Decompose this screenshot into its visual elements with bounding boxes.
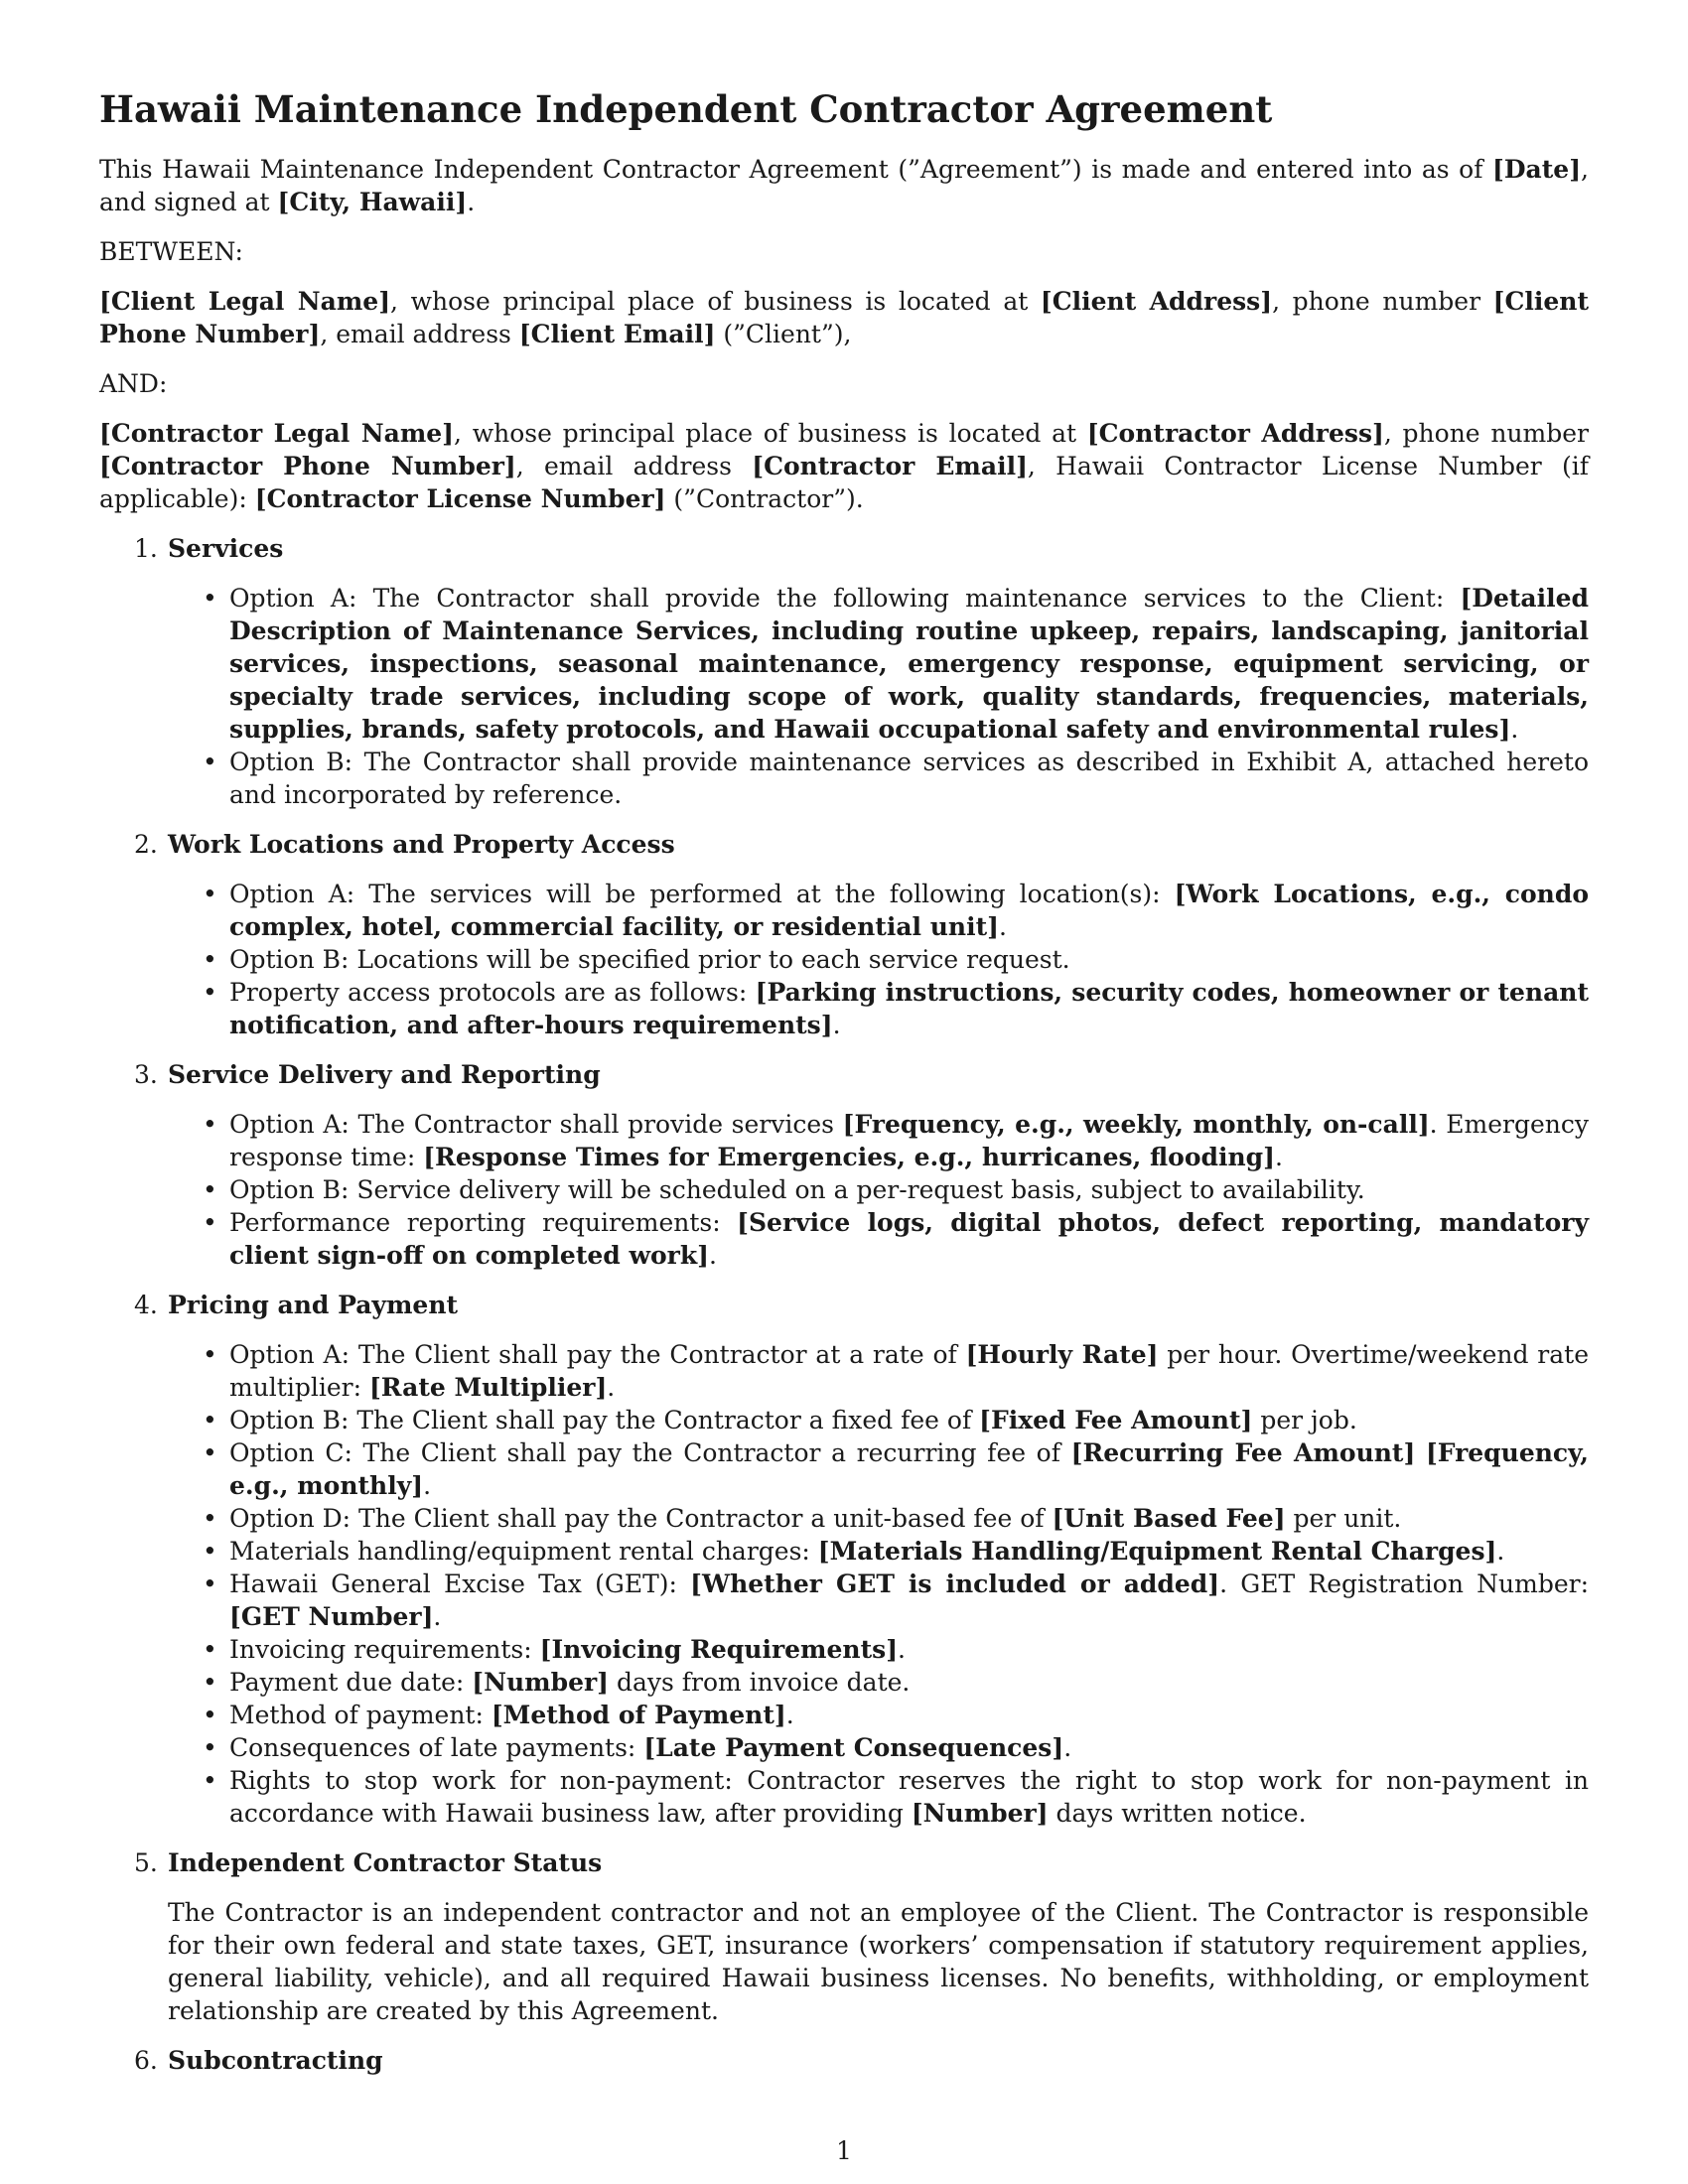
placeholder-field: [Frequency, e.g., monthly] [229, 1438, 1589, 1500]
bullet-text: . Emergency response time: [229, 1110, 1590, 1171]
section-title: Service Delivery and Reporting [168, 1060, 601, 1089]
bullet-list [168, 1338, 1589, 1830]
section-number: 5. [134, 1848, 158, 1877]
bullet-icon: • [203, 1175, 217, 1204]
bullet-list [168, 878, 1589, 1041]
client-text: , whose principal place of business is located at [390, 287, 1041, 316]
bullet-icon: • [203, 1635, 217, 1664]
bullet-item [168, 943, 1589, 976]
bullet-text: days written notice. [1048, 1799, 1307, 1828]
bullet-text: Rights to stop work for non-payment: Contractor reserves the right to stop work for non-payment in accordance with Hawaii business law, after providing [229, 1766, 1589, 1828]
contractor-phone-placeholder: [Contractor Phone Number] [99, 452, 516, 480]
bullet-text: per job. [1252, 1406, 1357, 1434]
document-title: Hawaii Maintenance Independent Contractor Agreement [99, 87, 1273, 131]
bullet-icon: • [203, 1570, 217, 1598]
placeholder-field: [Whether GET is included or added] [690, 1570, 1220, 1598]
bullet-item [168, 1338, 1589, 1404]
contractor-text: , whose principal place of business is located at [454, 419, 1087, 448]
placeholder-field: [Parking instructions, security codes, homeowner or tenant notification, and after-hours requirements] [229, 978, 1589, 1039]
section-number: 6. [134, 2046, 158, 2075]
section-2 [99, 828, 1589, 1041]
contractor-address-placeholder: [Contractor Address] [1086, 419, 1384, 448]
bullet-icon: • [203, 1504, 217, 1533]
bullet-text: per unit. [1285, 1504, 1402, 1533]
placeholder-field: [Fixed Fee Amount] [979, 1406, 1253, 1434]
bullet-text: Option A: The Client shall pay the Contractor at a rate of [229, 1340, 966, 1369]
bullet-icon: • [203, 1438, 217, 1467]
bullet-item [168, 1436, 1589, 1502]
section-1 [99, 532, 1589, 811]
bullet-item [168, 1108, 1589, 1173]
bullet-item [168, 1633, 1589, 1666]
section-3 [99, 1058, 1589, 1272]
bullet-item [168, 1173, 1589, 1206]
and-label: AND: [99, 369, 168, 398]
bullet-text: . GET Registration Number: [1219, 1570, 1589, 1598]
placeholder-field: [Rate Multiplier] [368, 1373, 608, 1402]
bullet-text: Hawaii General Excise Tax (GET): [229, 1570, 691, 1598]
client-phone-placeholder: [Client Phone Number] [99, 287, 1590, 348]
placeholder-field: [Invoicing Requirements] [539, 1635, 899, 1664]
section-title: Services [168, 534, 284, 563]
bullet-item [168, 746, 1589, 811]
contractor-text: , email address [515, 452, 753, 480]
section-4 [99, 1289, 1589, 1830]
bullet-icon: • [203, 1340, 217, 1369]
section-number: 1. [134, 534, 158, 563]
contractor-name-placeholder: [Contractor Legal Name] [99, 419, 455, 448]
bullet-text: . [1496, 1537, 1505, 1566]
bullet-text: Materials handling/equipment rental charges: [229, 1537, 818, 1566]
bullet-icon: • [203, 748, 217, 776]
placeholder-field: [Service logs, digital photos, defect reporting, mandatory client sign-off on completed work] [229, 1208, 1589, 1270]
bullet-text: Option A: The services will be performed at the following location(s): [229, 880, 1175, 908]
bullet-icon: • [203, 978, 217, 1007]
section-number: 2. [134, 830, 158, 859]
bullet-text: days from invoice date. [609, 1668, 911, 1697]
bullet-item [168, 582, 1589, 746]
bullet-item [168, 1404, 1589, 1436]
bullet-text: . [998, 912, 1007, 941]
placeholder-field: [Number] [472, 1668, 609, 1697]
bullet-text: Option B: The Client shall pay the Contractor a fixed fee of [229, 1406, 980, 1434]
bullet-list [168, 582, 1589, 811]
intro-text: This Hawaii Maintenance Independent Contractor Agreement (”Agreement”) is made and entered into as of [99, 155, 1493, 184]
bullet-text: . [607, 1373, 616, 1402]
sections-list [99, 532, 1589, 2077]
bullet-text: . [1510, 715, 1519, 744]
section-paragraph: The Contractor is an independent contractor and not an employee of the Client. The Contractor is responsible for their own federal and state taxes, GET, insurance (workers’ compensation if statutory requirement applies, general liability, vehicle), and all required Hawaii business licenses. No benefits, withholding, or employment relationship are created by this Agreement. [168, 1898, 1589, 2025]
bullet-item [168, 1666, 1589, 1699]
bullet-list [168, 1108, 1589, 1272]
bullet-text: Payment due date: [229, 1668, 473, 1697]
bullet-text: . [709, 1241, 717, 1270]
intro-paragraph [99, 153, 1589, 218]
intro-text: . [467, 188, 476, 216]
bullet-icon: • [203, 1537, 217, 1566]
bullet-text: . [898, 1635, 906, 1664]
date-placeholder: [Date] [1492, 155, 1582, 184]
bullet-text: Option B: Service delivery will be scheduled on a per-request basis, subject to availability. [229, 1175, 1365, 1204]
bullet-text: Option B: Locations will be specified prior to each service request. [229, 945, 1070, 974]
bullet-text [1415, 1438, 1426, 1467]
document-page [99, 85, 1589, 2094]
section-title: Work Locations and Property Access [168, 830, 675, 859]
bullet-icon: • [203, 1766, 217, 1795]
bullet-icon: • [203, 880, 217, 908]
contractor-text: (”Contractor”). [665, 484, 864, 513]
placeholder-field: [Frequency, e.g., weekly, monthly, on-call] [842, 1110, 1430, 1139]
section-6 [99, 2044, 1589, 2077]
bullet-text: Option A: The Contractor shall provide the following maintenance services to the Client: [229, 584, 1461, 613]
bullet-item [168, 1731, 1589, 1764]
client-email-placeholder: [Client Email] [518, 320, 716, 348]
section-title: Subcontracting [168, 2046, 383, 2075]
contractor-paragraph [99, 417, 1589, 515]
bullet-text: Option A: The Contractor shall provide services [229, 1110, 843, 1139]
placeholder-field: [Number] [911, 1799, 1049, 1828]
bullet-icon: • [203, 1208, 217, 1237]
bullet-item [168, 1535, 1589, 1568]
bullet-text: Invoicing requirements: [229, 1635, 540, 1664]
bullet-item [168, 1568, 1589, 1633]
bullet-item [168, 976, 1589, 1041]
section-number: 4. [134, 1291, 158, 1319]
bullet-text: Option D: The Client shall pay the Contractor a unit-based fee of [229, 1504, 1053, 1533]
placeholder-field: [Hourly Rate] [965, 1340, 1159, 1369]
placeholder-field: [Detailed Description of Maintenance Services, including routine upkeep, repairs, landscaping, janitorial services, inspections, seasonal maintenance, emergency response, equipment servicing, or specialty trade services, including scope of work, quality standards, frequencies, materials, supplies, brands, safety protocols, and Hawaii occupational safety and environmental rules] [229, 584, 1589, 744]
contractor-text: , Hawaii Contractor License Number (if applicable): [99, 452, 1589, 513]
section-title: Independent Contractor Status [168, 1848, 603, 1877]
contractor-text: , phone number [1383, 419, 1589, 448]
bullet-text: per hour. Overtime/weekend rate multiplier: [229, 1340, 1589, 1402]
bullet-text: Performance reporting requirements: [229, 1208, 738, 1237]
bullet-text: . [832, 1011, 841, 1039]
placeholder-field: [Late Payment Consequences] [643, 1733, 1064, 1762]
bullet-text: Method of payment: [229, 1701, 492, 1729]
bullet-text: Property access protocols are as follows: [229, 978, 756, 1007]
bullet-text: Option B: The Contractor shall provide maintenance services as described in Exhibit A, attached hereto and incorporated by reference. [229, 748, 1589, 809]
between-label: BETWEEN: [99, 237, 243, 266]
client-address-placeholder: [Client Address] [1040, 287, 1273, 316]
bullet-icon: • [203, 1733, 217, 1762]
placeholder-field: [Materials Handling/Equipment Rental Charges] [817, 1537, 1497, 1566]
bullet-icon: • [203, 1110, 217, 1139]
placeholder-field: [GET Number] [229, 1602, 434, 1631]
bullet-item [168, 1699, 1589, 1731]
section-5 [99, 1846, 1589, 2027]
bullet-text: . [1274, 1143, 1283, 1171]
bullet-icon: • [203, 1406, 217, 1434]
bullet-icon: • [203, 1701, 217, 1729]
city-placeholder: [City, Hawaii] [277, 188, 468, 216]
bullet-icon: • [203, 1668, 217, 1697]
client-text: (”Client”), [715, 320, 852, 348]
placeholder-field: [Unit Based Fee] [1052, 1504, 1286, 1533]
bullet-text: . [423, 1471, 432, 1500]
placeholder-field: [Work Locations, e.g., condo complex, hotel, commercial facility, or residential unit] [229, 880, 1590, 941]
bullet-text: . [785, 1701, 794, 1729]
client-text: , phone number [1272, 287, 1493, 316]
section-number: 3. [134, 1060, 158, 1089]
bullet-icon: • [203, 584, 217, 613]
bullet-icon: • [203, 945, 217, 974]
placeholder-field: [Response Times for Emergencies, e.g., hurricanes, flooding] [423, 1143, 1275, 1171]
bullet-item [168, 878, 1589, 943]
bullet-text: . [433, 1602, 442, 1631]
bullet-text: Option C: The Client shall pay the Contractor a recurring fee of [229, 1438, 1071, 1467]
contractor-email-placeholder: [Contractor Email] [752, 452, 1028, 480]
section-title: Pricing and Payment [168, 1291, 459, 1319]
client-paragraph [99, 285, 1589, 350]
page-number: 1 [836, 2136, 852, 2165]
placeholder-field: [Method of Payment] [491, 1701, 786, 1729]
client-text: , email address [320, 320, 519, 348]
bullet-item [168, 1502, 1589, 1535]
client-name-placeholder: [Client Legal Name] [99, 287, 391, 316]
placeholder-field: [Recurring Fee Amount] [1070, 1438, 1416, 1467]
bullet-text: Consequences of late payments: [229, 1733, 644, 1762]
bullet-item [168, 1764, 1589, 1830]
intro-text: , and signed at [99, 155, 1589, 216]
contractor-license-placeholder: [Contractor License Number] [254, 484, 666, 513]
bullet-item [168, 1206, 1589, 1272]
bullet-text: . [1063, 1733, 1072, 1762]
